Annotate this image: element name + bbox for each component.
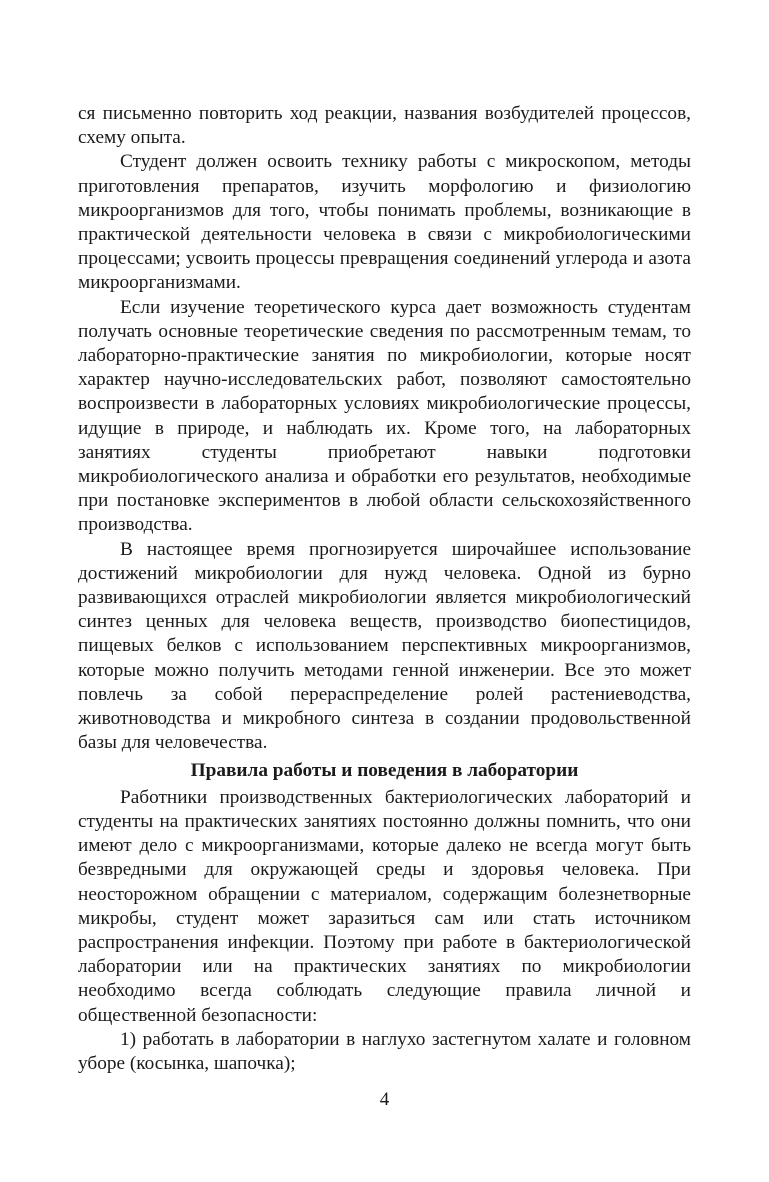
paragraph-continuation: ся письменно повторить ход реакции, названия возбудителей процессов, схему опыта. (78, 103, 691, 149)
paragraph-lab-practice: Если изучение теоретического курса дает возможность студентам получать основные теоретические сведения по рассмотренным темам, то лабораторно-практические занятия по микробиологии, которые носят характер научно-исследовательских работ, позволяют самостоятельно воспроизвести в лабораторных условиях микробиологические процессы, идущие в природе, и наблюдать их. Кроме того, на лабораторных занятиях студенты приобретают навыки подготовки микробиологического анализа и обработки его результатов, необходимые при постановке экспериментов в любой области сельскохозяйственного производства. (78, 296, 691, 536)
section-title: Правила работы и поведения в лаборатории (190, 760, 579, 782)
paragraph-future-use: В настоящее время прогнозируется широчайшее использование достижений микробиологии для нужд человека. Одной из бурно развивающихся отраслей микробиологии является микробиологический синтез ценных для человека веществ, производство биопестицидов, пищевых белков с использованием перспективных микроорганизмов, которые можно получить методами генной инженерии. Все это может повлечь за собой перераспределение ролей растениеводства, животноводства и микробного синтеза в создании продовольственной базы для человечества. (78, 538, 691, 754)
page-number: 4 (379, 1089, 390, 1110)
rule-item-1: 1) работать в лаборатории в наглухо застегнутом халате и головном уборе (косынка, шапочка); (78, 1028, 691, 1074)
paragraph-lab-safety: Работники производственных бактериологических лабораторий и студенты на практических занятиях постоянно должны помнить, что они имеют дело с микроорганизмами, которые далеко не всегда могут быть безвредными для окружающей среды и здоровья человека. При неосторожном обращении с материалом, содержащим болезнетворные микробы, студент может заразиться сам или стать источником распространения инфекции. Поэтому при работе в бактериологической лаборатории или на практических занятиях по микробиологии необходимо всегда соблюдать следующие правила личной и общественной безопасности: (78, 786, 691, 1026)
page-body (78, 102, 691, 1076)
paragraph-student-skills: Студент должен освоить технику работы с микроскопом, методы приготовления препаратов, изучить морфологию и физиологию микроорганизмов для того, чтобы понимать проблемы, возникающие в практической деятельности человека в связи с микробиологическими процессами; усвоить процессы превращения соединений углерода и азота микроорганизмами. (78, 151, 691, 294)
